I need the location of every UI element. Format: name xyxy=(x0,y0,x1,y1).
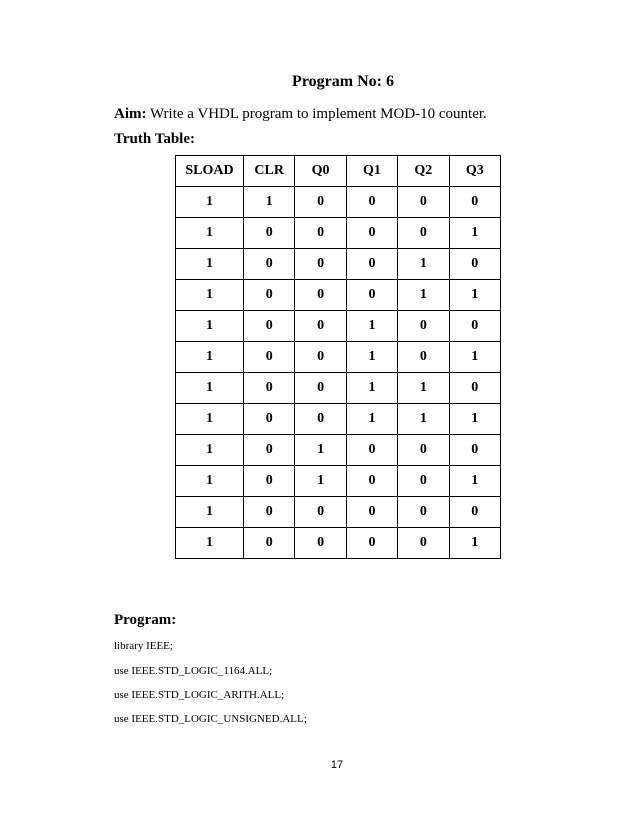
truth-table-cell: 1 xyxy=(176,280,244,311)
truth-table-row xyxy=(176,497,501,528)
truth-table-cell: 0 xyxy=(346,466,397,497)
truth-table-cell: 1 xyxy=(176,497,244,528)
truth-table-header-cell: Q2 xyxy=(398,156,449,187)
truth-table-cell: 1 xyxy=(449,466,500,497)
code-line: use IEEE.STD_LOGIC_ARITH.ALL; xyxy=(114,689,285,701)
truth-table-cell: 0 xyxy=(244,311,295,342)
truth-table-cell: 1 xyxy=(176,249,244,280)
truth-table-cell: 0 xyxy=(346,218,397,249)
truth-table-header-cell: Q0 xyxy=(295,156,346,187)
truth-table-cell: 0 xyxy=(295,373,346,404)
truth-table-cell: 1 xyxy=(398,280,449,311)
truth-table-cell: 1 xyxy=(398,249,449,280)
truth-table-cell: 0 xyxy=(244,373,295,404)
truth-table-cell: 0 xyxy=(244,466,295,497)
truth-table-row xyxy=(176,373,501,404)
truth-table-cell: 0 xyxy=(398,187,449,218)
truth-table-cell: 1 xyxy=(176,435,244,466)
truth-table-cell: 0 xyxy=(295,342,346,373)
page-title-text: Program No: 6 xyxy=(292,73,394,90)
aim-label: Aim: xyxy=(114,106,147,122)
truth-table-header-cell: Q3 xyxy=(449,156,500,187)
program-label: Program: xyxy=(114,612,177,628)
truth-table-cell: 0 xyxy=(449,373,500,404)
truth-table-row xyxy=(176,249,501,280)
truth-table-cell: 0 xyxy=(449,187,500,218)
truth-table-cell: 1 xyxy=(449,528,500,559)
page-number xyxy=(0,759,638,771)
truth-table-row xyxy=(176,404,501,435)
truth-table-cell: 1 xyxy=(346,404,397,435)
truth-table-cell: 0 xyxy=(346,435,397,466)
truth-table-cell: 0 xyxy=(244,280,295,311)
truth-table-cell: 0 xyxy=(398,528,449,559)
truth-table-cell: 0 xyxy=(295,528,346,559)
truth-table-cell: 0 xyxy=(398,342,449,373)
truth-table-row xyxy=(176,466,501,497)
truth-table-cell: 1 xyxy=(398,373,449,404)
truth-table-cell: 1 xyxy=(449,404,500,435)
truth-table-cell: 0 xyxy=(295,311,346,342)
code-line: library IEEE; xyxy=(114,640,173,652)
truth-table-cell: 0 xyxy=(449,311,500,342)
truth-table-cell: 0 xyxy=(295,497,346,528)
page-number-text: 17 xyxy=(330,759,344,771)
truth-table-cell: 1 xyxy=(176,342,244,373)
code-line: use IEEE.STD_LOGIC_1164.ALL; xyxy=(114,665,273,677)
truth-table-row xyxy=(176,218,501,249)
truth-table-cell: 0 xyxy=(244,528,295,559)
truth-table-label: Truth Table: xyxy=(114,131,195,147)
truth-table-cell: 0 xyxy=(295,249,346,280)
truth-table-header-cell: CLR xyxy=(244,156,295,187)
truth-table-cell: 1 xyxy=(244,187,295,218)
truth-table-cell: 0 xyxy=(295,218,346,249)
truth-table-cell: 0 xyxy=(295,280,346,311)
truth-table-cell: 0 xyxy=(295,187,346,218)
truth-table-cell: 1 xyxy=(176,187,244,218)
page-title xyxy=(0,73,638,91)
truth-table-cell: 1 xyxy=(176,528,244,559)
truth-table-cell: 1 xyxy=(176,404,244,435)
truth-table-cell: 0 xyxy=(244,497,295,528)
truth-table-cell: 1 xyxy=(449,342,500,373)
truth-table-cell: 1 xyxy=(346,311,397,342)
truth-table-cell: 0 xyxy=(346,497,397,528)
truth-table-header-cell: SLOAD xyxy=(176,156,244,187)
truth-table-cell: 1 xyxy=(176,311,244,342)
truth-table-cell: 0 xyxy=(244,404,295,435)
truth-table-cell: 1 xyxy=(176,373,244,404)
truth-table-cell: 1 xyxy=(346,342,397,373)
truth-table-cell: 1 xyxy=(295,435,346,466)
truth-table-row xyxy=(176,311,501,342)
truth-table-cell: 0 xyxy=(398,497,449,528)
truth-table-cell: 0 xyxy=(295,404,346,435)
truth-table-cell: 0 xyxy=(398,218,449,249)
truth-table-cell: 1 xyxy=(295,466,346,497)
code-line: use IEEE.STD_LOGIC_UNSIGNED.ALL; xyxy=(114,713,307,725)
truth-table-row xyxy=(176,187,501,218)
aim-line xyxy=(114,106,487,123)
truth-table-cell: 0 xyxy=(346,528,397,559)
truth-table-row xyxy=(176,435,501,466)
truth-table-cell: 0 xyxy=(244,218,295,249)
truth-table-row xyxy=(176,280,501,311)
truth-table-cell: 0 xyxy=(398,311,449,342)
truth-table-cell: 1 xyxy=(398,404,449,435)
truth-table-cell: 0 xyxy=(244,249,295,280)
truth-table xyxy=(175,155,501,559)
truth-table-cell: 0 xyxy=(244,342,295,373)
truth-table-cell: 0 xyxy=(346,187,397,218)
truth-table-cell: 0 xyxy=(346,280,397,311)
truth-table-body xyxy=(176,187,501,559)
truth-table-cell: 0 xyxy=(398,466,449,497)
truth-table-cell: 0 xyxy=(244,435,295,466)
truth-table-cell: 1 xyxy=(176,466,244,497)
truth-table-cell: 1 xyxy=(449,280,500,311)
truth-table-row xyxy=(176,342,501,373)
truth-table-header-cell: Q1 xyxy=(346,156,397,187)
truth-table-cell: 0 xyxy=(398,435,449,466)
truth-table-cell: 0 xyxy=(346,249,397,280)
truth-table-row xyxy=(176,528,501,559)
truth-table-cell: 0 xyxy=(449,435,500,466)
truth-table-cell: 1 xyxy=(176,218,244,249)
truth-table-cell: 1 xyxy=(449,218,500,249)
truth-table-cell: 0 xyxy=(449,249,500,280)
aim-text: Write a VHDL program to implement MOD-10 counter. xyxy=(149,106,487,122)
truth-table-cell: 1 xyxy=(346,373,397,404)
truth-table-cell: 0 xyxy=(449,497,500,528)
truth-table-header-row xyxy=(176,156,501,187)
